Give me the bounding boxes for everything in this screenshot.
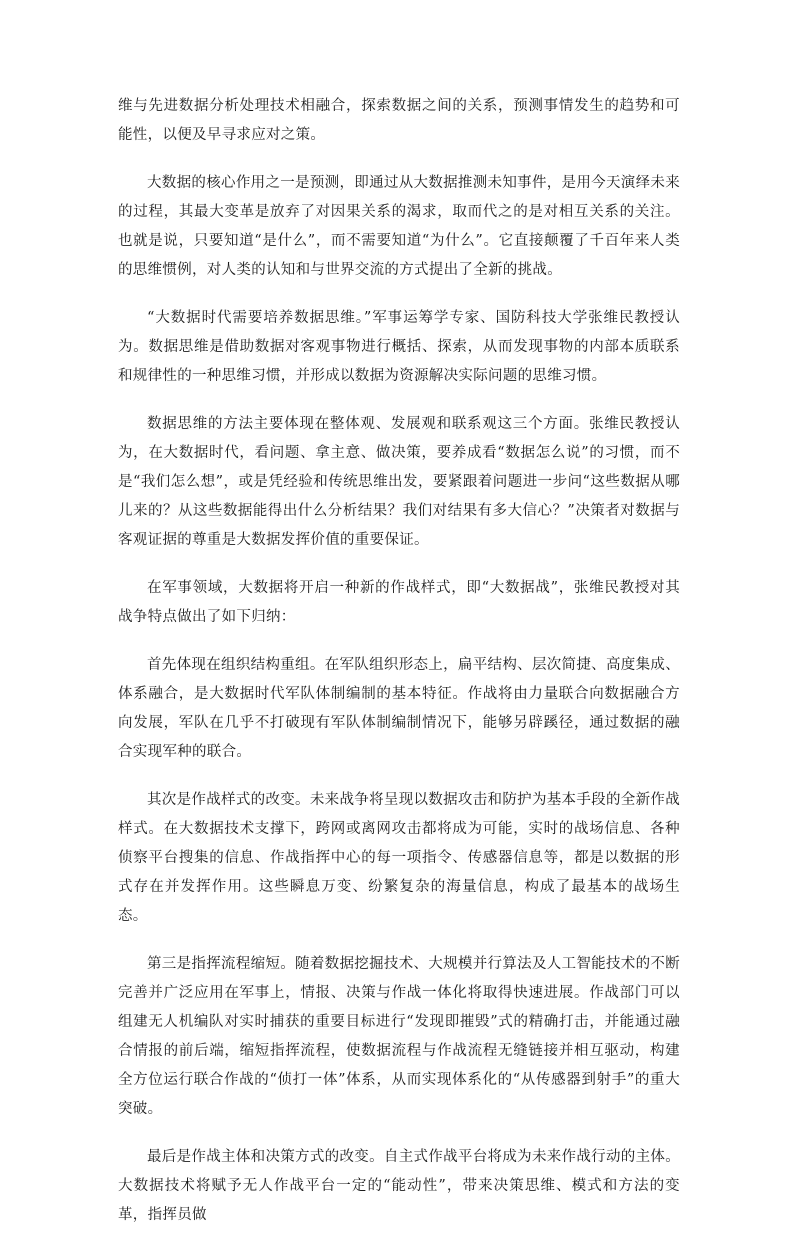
paragraph: 首先体现在组织结构重组。在军队组织形态上，扁平结构、层次简捷、高度集成、体系融合，是大数据时代军队体制编制的基本特征。作战将由力量联合向数据融合方向发展，军队在几乎不打破现有军队体制编制情况下，能够另辟蹊径，通过数据的融合实现军种的联合。 <box>118 657 680 760</box>
paragraph: 数据思维的方法主要体现在整体观、发展观和联系观这三个方面。张维民教授认为，在大数据时代，看问题、拿主意、做决策，要养成看“数据怎么说”的习惯，而不是“我们怎么想”，或是凭经验和传统思维出发，要紧跟着问题进一步问“这些数据从哪儿来的？从这些数据能得出什么分析结果？我们对结果有多大信心？”决策者对数据与客观证据的尊重是大数据发挥价值的重要保证。 <box>118 416 680 548</box>
paragraph: 大数据的核心作用之一是预测，即通过从大数据推测未知事件，是用今天演绎未来的过程，其最大变革是放弃了对因果关系的渴求，取而代之的是对相互关系的关注。也就是说，只要知道“是什么”，而不需要知道“为什么”。它直接颠覆了千百年来人类的思维惯例，对人类的认知和与世界交流的方式提出了全新的挑战。 <box>118 175 680 278</box>
paragraph: 在军事领域，大数据将开启一种新的作战样式，即“大数据战”，张维民教授对其战争特点做出了如下归纳： <box>118 580 680 625</box>
paragraph: 其次是作战样式的改变。未来战争将呈现以数据攻击和防护为基本手段的全新作战样式。在大数据技术支撑下，跨网或离网攻击都将成为可能，实时的战场信息、各种侦察平台搜集的信息、作战指挥中心的每一项指令、传感器信息等，都是以数据的形式存在并发挥作用。这些瞬息万变、纷繁复杂的海量信息，构成了最基本的战场生态。 <box>118 792 680 924</box>
document-page <box>118 92 680 1249</box>
paragraph: 维与先进数据分析处理技术相融合，探索数据之间的关系，预测事情发生的趋势和可能性，以便及早寻求应对之策。 <box>118 98 680 143</box>
paragraph: 第三是指挥流程缩短。随着数据挖掘技术、大规模并行算法及人工智能技术的不断完善并广泛应用在军事上，情报、决策与作战一体化将取得快速进展。作战部门可以组建无人机编队对实时捕获的重要目标进行“发现即摧毁”式的精确打击，并能通过融合情报的前后端，缩短指挥流程，使数据流程与作战流程无缝链接并相互驱动，构建全方位运行联合作战的“侦打一体”体系，从而实现体系化的“从传感器到射手”的重大突破。 <box>118 956 680 1117</box>
paragraph: “大数据时代需要培养数据思维。”军事运筹学专家、国防科技大学张维民教授认为。数据思维是借助数据对客观事物进行概括、探索，从而发现事物的内部本质联系和规律性的一种思维习惯，并形成以数据为资源解决实际问题的思维习惯。 <box>118 310 680 384</box>
paragraph: 最后是作战主体和决策方式的改变。自主式作战平台将成为未来作战行动的主体。大数据技术将赋予无人作战平台一定的“能动性”，带来决策思维、模式和方法的变革，指挥员做 <box>118 1149 680 1223</box>
